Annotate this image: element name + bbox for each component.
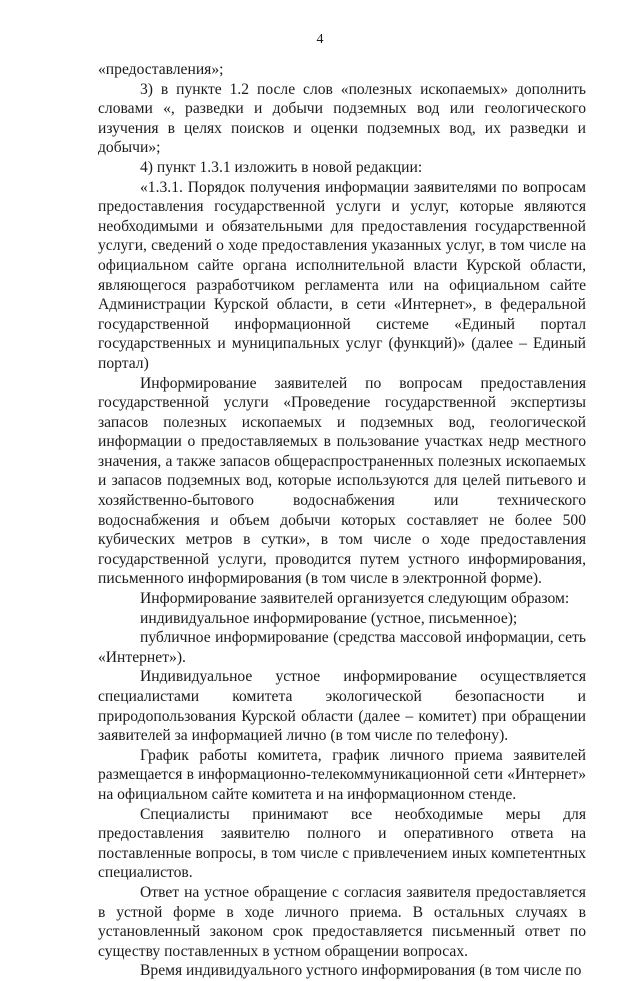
document-body [98,60,586,981]
paragraph: «1.3.1. Порядок получения информации заявителями по вопросам предоставления государственной услуги и услуг, которые являются необходимыми и обязательными для предоставления государственной услуги, сведений о ходе предоставления указанных услуг, в том числе на официальном сайте органа исполнительной власти Курской области, являющегося разработчиком регламента или на официальном сайте Администрации Курской области, в сети «Интернет», в федеральной государственной информационной системе «Единый портал государственных и муниципальных услуг (функций)» (далее – Единый портал) [98,178,586,372]
paragraph: 4) пункт 1.3.1 изложить в новой редакции: [140,158,423,176]
paragraph: График работы комитета, график личного приема заявителей размещается в информационно-телекоммуникационной сети «Интернет» на официальном сайте комитета и на информационном стенде. [98,746,586,803]
paragraph: Информирование заявителей по вопросам предоставления государственной услуги «Проведение государственной экспертизы запасов полезных ископаемых и подземных вод, геологической информации о предоставляемых в пользование участках недр местного значения, а также запасов общераспространенных полезных ископаемых и запасов подземных вод, которые используются для целей питьевого и хозяйственно-бытового водоснабжения или технического водоснабжения и объем добычи которых составляет не более 500 кубических метров в сутки», в том числе о ходе предоставления государственной услуги, проводится путем устного информирования, письменного информирования (в том числе в электронной форме). [98,374,586,588]
page-number: 4 [316,32,324,47]
paragraph: Индивидуальное устное информирование осуществляется специалистами комитета экологической безопасности и природопользования Курской области (далее – комитет) при обращении заявителей за информацией лично (в том числе по телефону). [98,668,586,745]
paragraph: индивидуальное информирование (устное, письменное); [140,609,518,627]
paragraph: Время индивидуального устного информирования (в том числе по [140,962,582,980]
paragraph: Специалисты принимают все необходимые меры для предоставления заявителю полного и оперативного ответа на поставленные вопросы, в том числе с привлечением иных компетентных специалистов. [98,805,586,882]
paragraph: Ответ на устное обращение с согласия заявителя предоставляется в устной форме в ходе личного приема. В остальных случаях в установленный законом срок предоставляется письменный ответ по существу поставленных в устном обращении вопросах. [98,883,586,960]
paragraph: 3) в пункте 1.2 после слов «полезных ископаемых» дополнить словами «, разведки и добычи подземных вод или геологического изучения в целях поисков и оценки подземных вод, их разведки и добычи»; [98,80,586,157]
paragraph: Информирование заявителей организуется следующим образом: [140,590,570,608]
paragraph: «предоставления»; [98,61,224,78]
paragraph: публичное информирование (средства массовой информации, сеть «Интернет»). [98,629,586,666]
